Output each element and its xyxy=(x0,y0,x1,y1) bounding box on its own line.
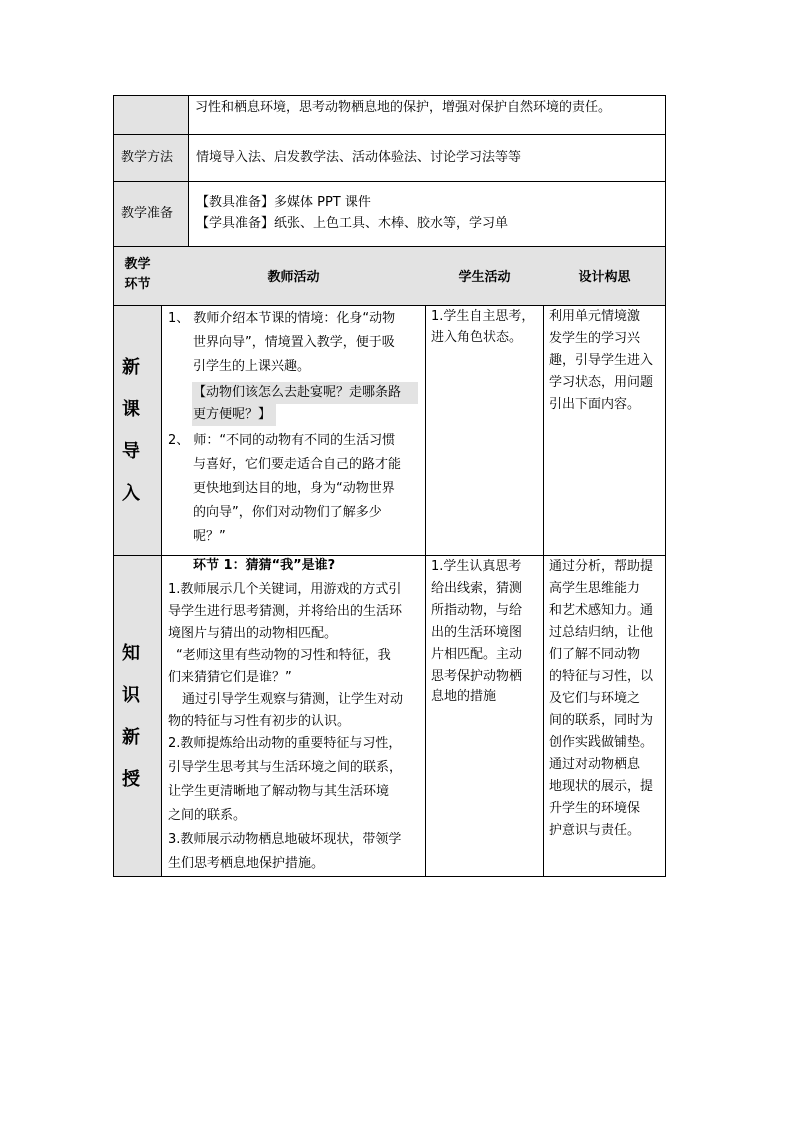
grid-line xyxy=(113,876,666,877)
text-line: 呢？” xyxy=(193,529,226,544)
prep-student-tools: 【学具准备】纸张、上色工具、木棒、胶水等，学习单 xyxy=(196,216,509,231)
text-line: 物的特征与习性有初步的认识。 xyxy=(168,714,351,729)
text-line: 出的生活环境图 xyxy=(431,625,523,640)
text-line: 1.学生认真思考 xyxy=(431,559,522,574)
text-line: 与喜好，它们要走适合自己的路才能 xyxy=(193,457,402,472)
text-line: “老师这里有些动物的习性和特征，我 xyxy=(176,648,391,663)
prep-teacher-tools: 【教具准备】多媒体 PPT 课件 xyxy=(196,195,371,210)
text-line: 思考保护动物栖 xyxy=(431,669,523,684)
grid-line xyxy=(161,246,162,876)
text-line: 引导学生思考其与生活环境之间的联系， xyxy=(168,760,403,775)
text-line: 1.学生自主思考， xyxy=(431,309,535,324)
text-line: 护意识与责任。 xyxy=(549,823,641,838)
text-line: 和艺术感知力。通 xyxy=(549,603,654,618)
text-line: 们了解不同动物 xyxy=(549,647,641,662)
stage-cell-bg xyxy=(114,556,161,876)
text-line: 升学生的环境保 xyxy=(549,801,641,816)
text-line: 进入角色状态。 xyxy=(431,330,523,345)
text-line: 1、 教师介绍本节课的情境：化身“动物 xyxy=(168,311,396,326)
text-line: 学习状态，用问题 xyxy=(549,375,654,390)
text-line: 地现状的展示，提 xyxy=(549,779,654,794)
text-line: 2.教师提炼给出动物的重要特征与习性， xyxy=(168,736,402,751)
stage-char: 知 xyxy=(122,643,140,664)
stage-char: 入 xyxy=(122,483,140,504)
methods-content: 情境导入法、启发教学法、活动体验法、讨论学习法等等 xyxy=(196,150,522,165)
text-line: 引出下面内容。 xyxy=(549,397,641,412)
text-line: 境图片与猜出的动物相匹配。 xyxy=(168,626,338,641)
text-line: 所指动物，与给 xyxy=(431,603,523,618)
text-line: 息地的措施 xyxy=(431,689,497,704)
grid-line xyxy=(543,246,544,876)
text-line: 间的联系，同时为 xyxy=(549,713,654,728)
grid-line xyxy=(113,181,666,182)
text-line: 的向导”，你们对动物们了解多少 xyxy=(193,505,382,520)
text-line: 的特征与习性，以 xyxy=(549,669,654,684)
text-line: 【动物们该怎么去赴宴呢？走哪条路 xyxy=(193,385,402,400)
header-teacher: 教师活动 xyxy=(267,270,320,285)
text-line: 通过引导学生观察与猜测，让学生对动 xyxy=(182,692,404,707)
grid-line xyxy=(113,134,666,135)
grid-line xyxy=(188,95,189,246)
text-line: 给出线索，猜测 xyxy=(431,581,523,596)
methods-label: 教学方法 xyxy=(121,150,174,165)
prep-label: 教学准备 xyxy=(121,206,174,221)
text-line: 通过对动物栖息 xyxy=(549,757,641,772)
text-line: 3.教师展示动物栖息地破坏现状，带领学 xyxy=(168,832,402,847)
grid-line xyxy=(425,246,426,876)
grid-line xyxy=(113,95,666,96)
text-line: 更快地到达目的地，身为“动物世界 xyxy=(193,481,395,496)
section-subtitle: 环节 1：猜猜“我”是谁? xyxy=(193,558,336,573)
header-stage xyxy=(114,255,161,295)
text-line: 导学生进行思考猜测，并将给出的生活环 xyxy=(168,604,403,619)
header-design: 设计构思 xyxy=(578,270,631,285)
text-line: 更方便呢？】 xyxy=(193,407,272,422)
stage-char: 新 xyxy=(122,727,140,748)
text-line: 让学生更清晰地了解动物与其生活环境 xyxy=(168,784,390,799)
text-line: 通过分析，帮助提 xyxy=(549,559,654,574)
stage-char: 导 xyxy=(122,441,140,462)
stage-char: 授 xyxy=(122,769,140,790)
header-stage-line: 环节 xyxy=(124,277,151,292)
stage-char: 识 xyxy=(122,685,140,706)
goal-continuation-text: 习性和栖息环境，思考动物栖息地的保护，增强对保护自然环境的责任。 xyxy=(195,100,612,115)
text-line: 过总结归纳，让他 xyxy=(549,625,654,640)
text-line: 发学生的学习兴 xyxy=(549,331,641,346)
stage-char: 新 xyxy=(122,357,140,378)
text-line: 2、 师：“不同的动物有不同的生活习惯 xyxy=(168,433,396,448)
text-line: 引学生的上课兴趣。 xyxy=(193,359,311,374)
text-line: 1.教师展示几个关键词，用游戏的方式引 xyxy=(168,582,402,597)
stage-char: 课 xyxy=(122,399,140,420)
label-cell-bg xyxy=(114,96,188,134)
text-line: 及它们与环境之 xyxy=(549,691,641,706)
text-line: 趣，引导学生进入 xyxy=(549,353,654,368)
text-line: 生们思考栖息地保护措施。 xyxy=(168,856,325,871)
stage-cell-bg xyxy=(114,306,161,555)
text-line: 利用单元情境激 xyxy=(549,309,641,324)
grid-line xyxy=(665,95,666,877)
text-line: 世界向导”，情境置入教学，便于吸 xyxy=(193,335,395,350)
text-line: 高学生思维能力 xyxy=(549,581,641,596)
text-line: 之间的联系。 xyxy=(168,808,247,823)
header-student: 学生活动 xyxy=(458,270,511,285)
text-line: 片相匹配。主动 xyxy=(431,647,523,662)
text-line: 创作实践做铺垫。 xyxy=(549,735,654,750)
header-stage-line: 教学 xyxy=(124,257,151,272)
text-line: 们来猜猜它们是谁？” xyxy=(168,670,292,685)
